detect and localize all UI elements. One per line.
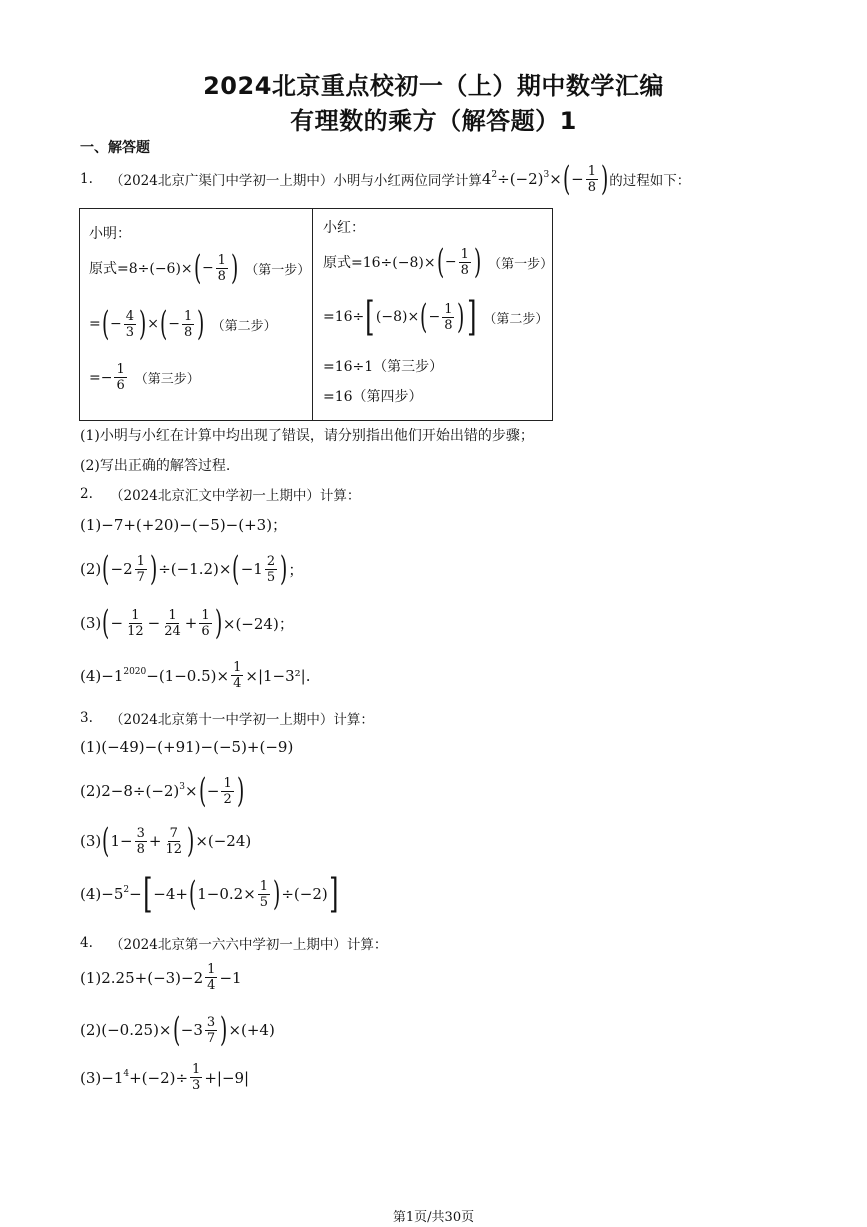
question-3-part-2: (2)2−8÷(−2) 3 × ( − $\frac{1}{2}$ ) xyxy=(80,771,245,811)
solution-table xyxy=(79,208,553,421)
ming-step-3-note: （第三步） xyxy=(134,372,200,387)
question-4-part-2: (2)(−0.25)× ( −3 $\frac{3}{7}$ ) ×(+4) xyxy=(80,1010,275,1050)
ming-label: 小明： xyxy=(89,226,131,242)
ming-step-2-note: （第二步） xyxy=(211,318,277,334)
question-2-part-1: (1)−7+(+20)−(−5)−(+3)； xyxy=(80,516,288,534)
question-2-part-3: (3) ( − $\frac{1}{12}$ − $\frac{1}{24}$ + $\frac{1}{6}$ ) ×(−24)； xyxy=(80,603,294,643)
ming-step-2: = ( − $\frac{4}{3}$ ) × ( − $\frac{1}{8}$ ) （第二步） xyxy=(89,304,277,344)
question-number: 4. xyxy=(80,935,93,951)
question-source: （2024北京第一六六中学初一上期中）计算： xyxy=(110,937,388,953)
doc-title-line1: 2024北京重点校初一（上）期中数学汇编 xyxy=(203,72,664,100)
question-3-header xyxy=(80,708,374,728)
question-4-part-1: (1)2.25+(−3)−2 $\frac{1}{4}$ −1 xyxy=(80,962,242,993)
question-1-header xyxy=(80,159,691,199)
question-2-header xyxy=(80,484,360,504)
hong-step-1-note: （第一步） xyxy=(488,256,554,272)
question-number: 3. xyxy=(80,710,93,726)
question-source: （2024北京第十一中学初一上期中）计算： xyxy=(110,712,374,728)
question-expression: 4 2 ÷(−2) 3 × ( − $\frac{1}{8}$ ) xyxy=(481,159,609,199)
hong-step-1-expr: 原式=16÷(−8)× xyxy=(323,255,436,271)
question-3-part-1: (1)(−49)−(+91)−(−5)+(−9) xyxy=(80,738,294,756)
question-2-part-2: (2) ( −2 $\frac{1}{7}$ ) ÷(−1.2)× ( −1 $\frac{2}{5}$ ) ； xyxy=(80,549,304,589)
question-number: 1. xyxy=(80,171,93,187)
hong-step-2: =16÷ [ (−8)× ( − $\frac{1}{8}$ ) ] （第二步） xyxy=(323,294,549,340)
question-1-sub-1: (1)小明与小红在计算中均出现了错误，请分别指出他们开始出错的步骤； xyxy=(80,428,534,444)
section-heading: 一、解答题 xyxy=(80,140,150,156)
ming-step-1-note: （第一步） xyxy=(245,262,311,278)
question-4-part-3: (3)−1 4 +(−2)÷ $\frac{1}{3}$ +|−9| xyxy=(80,1062,250,1093)
hong-step-1: 原式=16÷(−8)× ( − $\frac{1}{8}$ ) （第一步） xyxy=(323,242,554,282)
question-source: （2024北京广渠门中学初一上期中）小明与小红两位同学计算 xyxy=(110,173,482,189)
page-footer: 第1页/共30页 xyxy=(392,1210,475,1225)
hong-step-2-note: （第二步） xyxy=(483,311,549,327)
question-3-part-3: (3) ( 1− $\frac{3}{8}$ + $\frac{7}{12}$ ) ×(−24) xyxy=(80,821,252,861)
question-4-header xyxy=(80,933,387,953)
hong-label: 小红： xyxy=(323,220,365,236)
question-1-sub-2: (2)写出正确的解答过程. xyxy=(80,458,231,474)
ming-step-1: 原式=8÷(−6)× ( − $\frac{1}{8}$ ) （第一步） xyxy=(89,248,311,288)
question-tail: 的过程如下： xyxy=(609,173,691,189)
hong-step-3: =16÷1（第三步） xyxy=(323,359,444,375)
ming-step-1-expr: 原式=8÷(−6)× xyxy=(89,261,193,277)
hong-step-4: =16（第四步） xyxy=(323,389,423,405)
question-number: 2. xyxy=(80,486,93,502)
question-2-part-4: (4)−1 2020 −(1−0.5)× $\frac{1}{4}$ × |1−3²|. xyxy=(80,660,311,691)
question-2-part-4-end: |1−3²|. xyxy=(257,666,311,685)
question-3-part-4: (4)−5 2 − [ −4+ ( 1−0.2× $\frac{1}{5}$ ) ÷(−2) ] xyxy=(80,871,339,917)
ming-step-3: =− $\frac{1}{6}$ （第三步） xyxy=(89,362,200,393)
table-divider xyxy=(312,209,313,420)
question-source: （2024北京汇文中学初一上期中）计算： xyxy=(110,488,361,504)
doc-title-line2: 有理数的乘方（解答题）1 xyxy=(290,107,577,135)
